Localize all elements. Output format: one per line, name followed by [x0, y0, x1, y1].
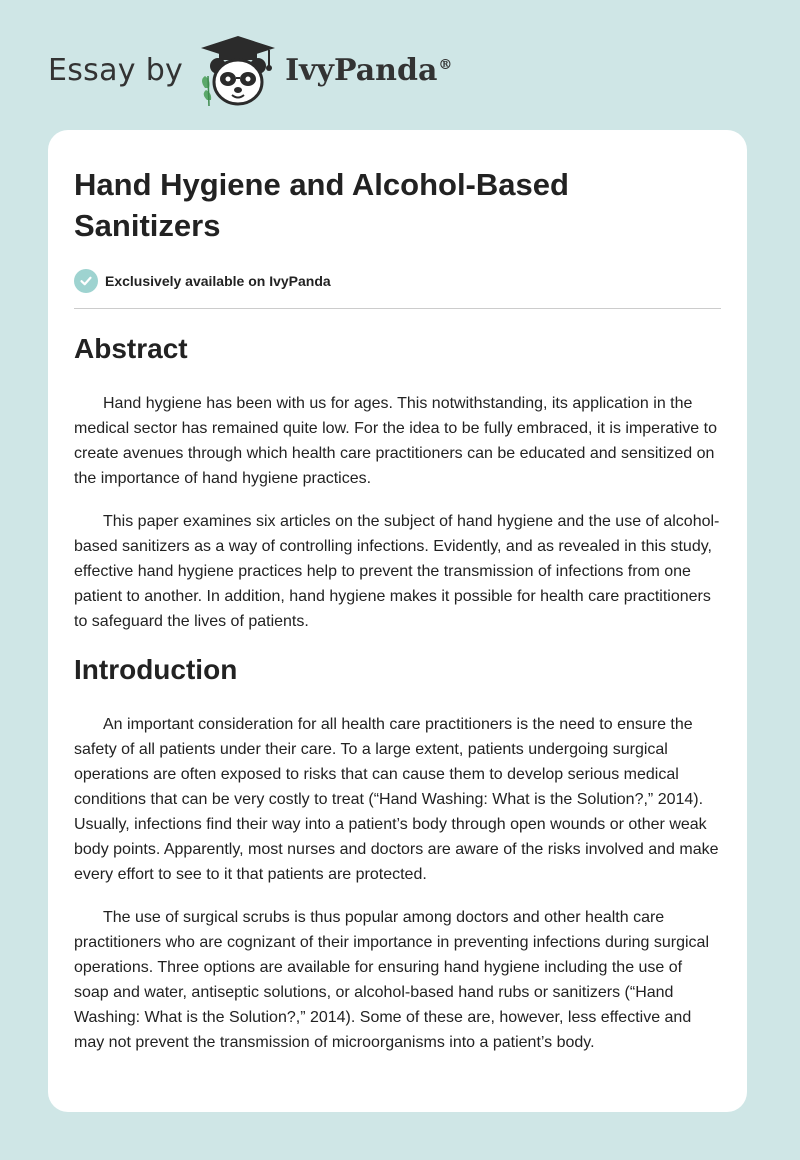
paragraph: This paper examines six articles on the subject of hand hygiene and the use of alcohol-based sanitizers as a way of controlling infections. Evidently, and as revealed in this study, effective hand hygiene practices help to prevent the transmission of infections from one patient to another. In addition, hand hygiene makes it possible for health care practitioners to safeguard the lives of patients.: [74, 513, 720, 630]
section-abstract: [74, 331, 721, 634]
title-divider: [74, 308, 721, 309]
check-circle-icon: [74, 269, 98, 293]
essay-title: Hand Hygiene and Alcohol-Based Sanitizers: [74, 167, 569, 243]
section-introduction: [74, 652, 721, 1055]
paragraph: The use of surgical scrubs is thus popular among doctors and other health care practitioners who are cognizant of their importance in preventing infections during surgical operations. Three options are available for ensuring hand hygiene including the use of soap and water, antiseptic solutions, or alcohol-based hand rubs or sanitizers (“Hand Washing: What is the Solution?,” 2014). Some of these are, however, less effective and may not prevent the transmission of microorganisms into a patient’s body.: [74, 909, 710, 1051]
panda-graduate-logo[interactable]: [197, 30, 279, 110]
essay-card: [48, 130, 747, 1112]
exclusive-badge: [74, 268, 721, 294]
exclusive-badge-text: Exclusively available on IvyPanda: [105, 273, 331, 289]
paragraph: An important consideration for all health care practitioners is the need to ensure the safety of all patients under their care. To a large extent, patients undergoing surgical operations are often exposed to risks that can cause them to develop serious medical conditions that can be very costly to treat (“Hand Washing: What is the Solution?,” 2014). Usually, infections find their way into a patient’s body through open wounds or other weak body points. Apparently, most nurses and doctors are aware of the risks involved and make every effort to see to it that patients are protected.: [74, 716, 719, 883]
paragraph: Hand hygiene has been with us for ages. This notwithstanding, its application in the medical sector has remained quite low. For the idea to be fully embraced, it is imperative to create avenues through which health care practitioners can be educated and sensitized on the importance of hand hygiene practices.: [74, 395, 717, 487]
section-heading: Introduction: [74, 654, 238, 685]
brand-header: [48, 30, 452, 110]
brand-name: [285, 53, 452, 88]
brand-prefix: Essay by: [48, 52, 184, 88]
section-heading: Abstract: [74, 333, 188, 364]
brand-name-text: IvyPanda: [285, 52, 438, 88]
registered-mark: ®: [438, 56, 453, 73]
